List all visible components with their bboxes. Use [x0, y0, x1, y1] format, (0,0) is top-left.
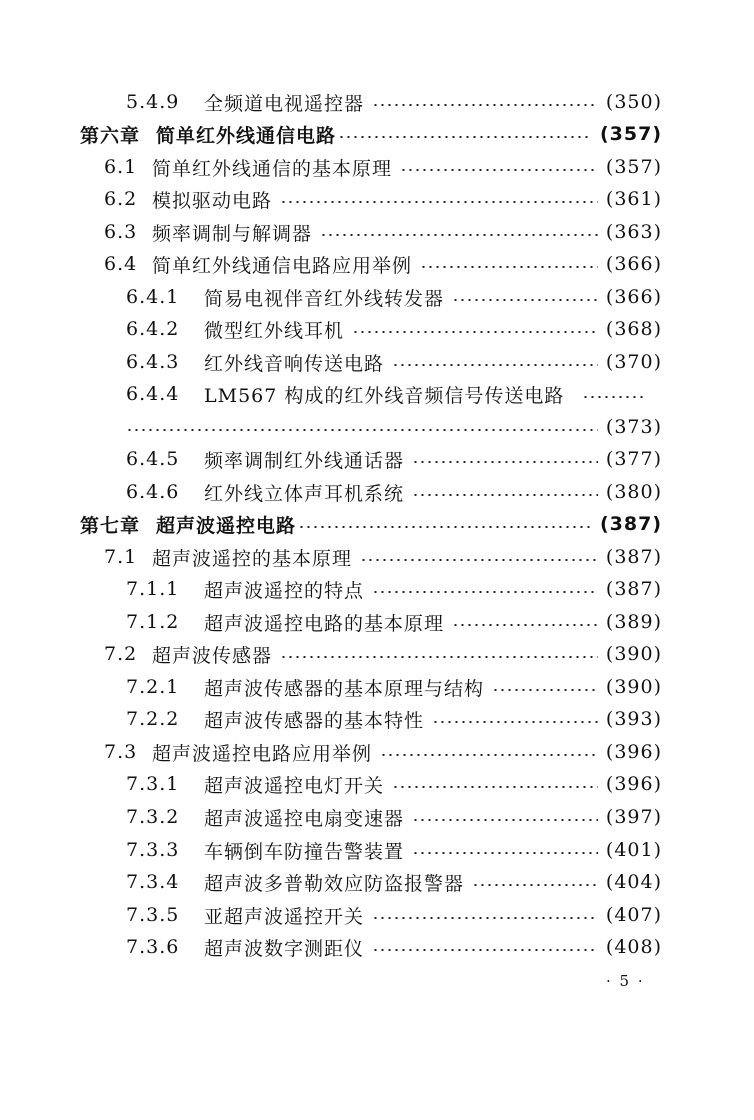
- entry-number: 7.3.3: [126, 839, 180, 861]
- entry-page: (373): [605, 416, 662, 438]
- entry-page: (357): [599, 123, 662, 145]
- toc-entry: [0, 443, 754, 475]
- toc-entry: [0, 573, 754, 605]
- dot-leader: [392, 364, 598, 366]
- entry-number: 6.4.2: [126, 318, 180, 340]
- dot-leader: [298, 526, 592, 528]
- toc-entry-continuation: [0, 411, 754, 443]
- entry-number: 6.4.4: [126, 383, 180, 405]
- entry-number: 6.2: [104, 188, 138, 210]
- entry-page: (389): [605, 611, 662, 633]
- dot-leader: [472, 884, 598, 886]
- entry-title: 简易电视伴音红外线转发器: [204, 287, 445, 310]
- entry-number: 7.3.6: [126, 936, 180, 958]
- entry-title: 红外线立体声耳机系统: [204, 482, 405, 505]
- entry-page: (396): [605, 741, 662, 763]
- entry-title: 超声波传感器: [152, 644, 273, 667]
- dot-leader: [420, 266, 598, 268]
- toc-entry: [0, 931, 754, 963]
- entry-page: (387): [599, 513, 662, 535]
- entry-title: 全频道电视遥控器: [204, 92, 365, 115]
- toc-entry: [0, 183, 754, 215]
- toc-entry: [0, 768, 754, 800]
- entry-number: 7.1: [104, 546, 138, 568]
- toc-entry: [0, 834, 754, 866]
- dot-leader: [280, 656, 598, 658]
- entry-number: 6.4.3: [126, 351, 180, 373]
- dot-leader: [372, 104, 598, 106]
- toc-entry: [0, 248, 754, 280]
- dot-leader: [492, 689, 598, 691]
- page-number: · 5 ·: [606, 972, 645, 990]
- dot-leader: [412, 852, 598, 854]
- entry-title: 微型红外线耳机: [204, 319, 345, 342]
- entry-page: (397): [605, 806, 662, 828]
- entry-number: 7.3: [104, 741, 138, 763]
- toc-entry: [0, 346, 754, 378]
- toc-entry: [0, 801, 754, 833]
- toc-chapter-entry: [0, 118, 754, 150]
- entry-page: (363): [605, 221, 662, 243]
- entry-page: (366): [605, 253, 662, 275]
- entry-page: (350): [605, 91, 662, 113]
- entry-title: 亚超声波遥控开关: [204, 905, 365, 928]
- entry-page: (368): [605, 318, 662, 340]
- entry-title: 超声波遥控电灯开关: [204, 774, 385, 797]
- entry-page: (387): [605, 578, 662, 600]
- entry-title: 模拟驱动电路: [152, 189, 273, 212]
- toc-entry: [0, 216, 754, 248]
- toc-entry: [0, 899, 754, 931]
- entry-title: LM567 构成的红外线音频信号传送电路: [204, 384, 565, 407]
- dot-leader: [452, 624, 598, 626]
- entry-page: (377): [605, 448, 662, 470]
- dot-leader: [352, 331, 598, 333]
- entry-number: 7.2: [104, 643, 138, 665]
- entry-number: 7.3.4: [126, 871, 180, 893]
- toc-entry: [0, 476, 754, 508]
- entry-page: (408): [605, 936, 662, 958]
- entry-page: (407): [605, 904, 662, 926]
- dot-leader: [452, 299, 598, 301]
- dot-leader: [320, 234, 598, 236]
- entry-page: (361): [605, 188, 662, 210]
- entry-number: 6.4.1: [126, 286, 180, 308]
- toc-entry: [0, 86, 754, 118]
- entry-page: (390): [605, 676, 662, 698]
- toc-entry: [0, 638, 754, 670]
- dot-leader: [412, 461, 598, 463]
- dot-leader: [392, 786, 598, 788]
- entry-number: 6.3: [104, 221, 138, 243]
- toc-entry: [0, 313, 754, 345]
- entry-title: 车辆倒车防撞告警装置: [204, 840, 405, 863]
- entry-title: 超声波多普勒效应防盗报警器: [204, 872, 465, 895]
- entry-page: (390): [605, 643, 662, 665]
- entry-page: (393): [605, 708, 662, 730]
- entry-title: 超声波遥控的特点: [204, 579, 365, 602]
- entry-page: (404): [605, 871, 662, 893]
- chapter-number: 第六章: [80, 124, 141, 147]
- chapter-title: 简单红外线通信电路: [156, 124, 337, 147]
- dot-leader: [372, 949, 598, 951]
- toc-entry: [0, 671, 754, 703]
- dot-leader: [372, 917, 598, 919]
- entry-number: 6.4.6: [126, 481, 180, 503]
- toc-entry: [0, 541, 754, 573]
- dot-leader: [338, 136, 592, 138]
- entry-number: 5.4.9: [126, 91, 180, 113]
- dot-leader: [582, 396, 646, 398]
- entry-number: 7.1.1: [126, 578, 180, 600]
- entry-title: 简单红外线通信的基本原理: [152, 157, 393, 180]
- entry-number: 7.3.2: [126, 806, 180, 828]
- entry-number: 7.3.5: [126, 904, 180, 926]
- dot-leader: [372, 591, 598, 593]
- entry-page: (401): [605, 839, 662, 861]
- entry-title: 超声波传感器的基本原理与结构: [204, 677, 485, 700]
- entry-title: 超声波数字测距仪: [204, 937, 365, 960]
- entry-number: 6.1: [104, 156, 138, 178]
- dot-leader: [380, 754, 598, 756]
- entry-number: 7.2.1: [126, 676, 180, 698]
- entry-number: 6.4: [104, 253, 138, 275]
- entry-page: (387): [605, 546, 662, 568]
- dot-leader: [400, 169, 598, 171]
- entry-title: 频率调制红外线通话器: [204, 449, 405, 472]
- toc-entry: [0, 378, 754, 410]
- entry-title: 超声波遥控的基本原理: [152, 547, 353, 570]
- entry-title: 超声波遥控电扇变速器: [204, 807, 405, 830]
- entry-title: 超声波遥控电路应用举例: [152, 742, 373, 765]
- dot-leader: [432, 721, 598, 723]
- entry-title: 频率调制与解调器: [152, 222, 313, 245]
- dot-leader: [412, 494, 598, 496]
- toc-entry: [0, 281, 754, 313]
- entry-title: 简单红外线通信电路应用举例: [152, 254, 413, 277]
- toc-entry: [0, 866, 754, 898]
- toc-chapter-entry: [0, 508, 754, 540]
- entry-number: 7.3.1: [126, 773, 180, 795]
- entry-number: 6.4.5: [126, 448, 180, 470]
- entry-number: 7.2.2: [126, 708, 180, 730]
- toc-entry: [0, 736, 754, 768]
- entry-page: (370): [605, 351, 662, 373]
- dot-leader: [360, 559, 598, 561]
- dot-leader: [280, 201, 598, 203]
- entry-title: 红外线音响传送电路: [204, 352, 385, 375]
- dot-leader: [126, 429, 598, 431]
- entry-number: 7.1.2: [126, 611, 180, 633]
- chapter-number: 第七章: [80, 514, 141, 537]
- entry-page: (380): [605, 481, 662, 503]
- toc-entry: [0, 606, 754, 638]
- entry-page: (396): [605, 773, 662, 795]
- entry-title: 超声波遥控电路的基本原理: [204, 612, 445, 635]
- dot-leader: [412, 819, 598, 821]
- entry-title: 超声波传感器的基本特性: [204, 709, 425, 732]
- chapter-title: 超声波遥控电路: [156, 514, 297, 537]
- toc-entry: [0, 151, 754, 183]
- entry-page: (366): [605, 286, 662, 308]
- entry-page: (357): [605, 156, 662, 178]
- toc-entry: [0, 703, 754, 735]
